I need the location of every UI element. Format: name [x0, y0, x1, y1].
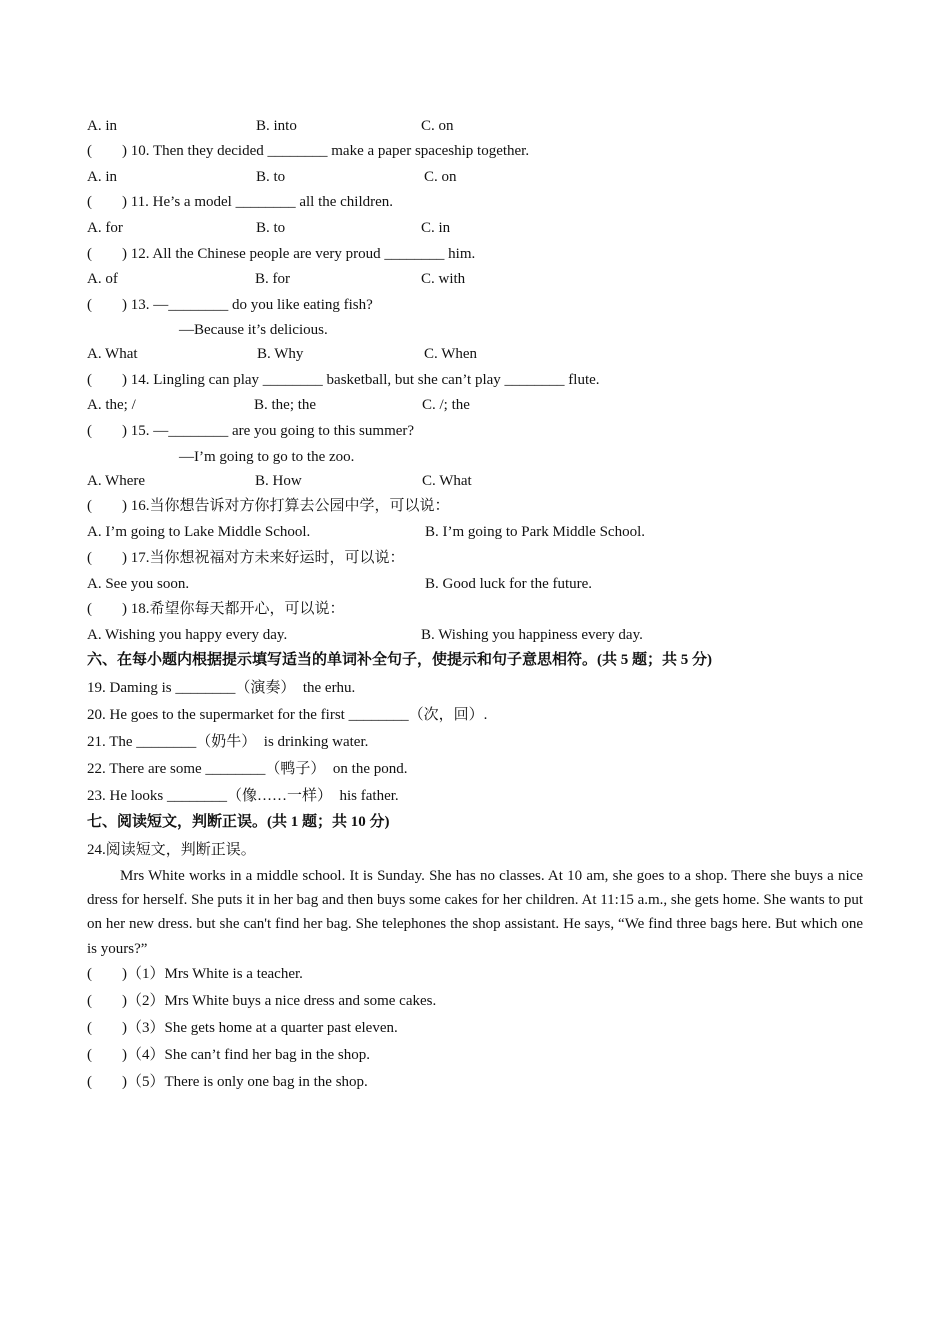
q16-stem: ( ) 16.当你想告诉对方你打算去公园中学，可以说： — [87, 498, 450, 514]
q21: 21. The ________（奶牛） is drinking water. — [87, 734, 369, 750]
reading-passage: Mrs White works in a middle school. It is Sunday. She has no classes. At 10 am, she goes to a shop. There she buys a nice dress for herself. She puts it in her bag and then buys some cakes for her children. At 11:15 a.m., she gets home. She wants to put on her new dress. but she can't find her bag. She telephones the shop assistant. He says, “We find three bags here. But which one is yours?” — [87, 868, 863, 957]
q12-stem: ( ) 12. All the Chinese people are very proud ________ him. — [87, 246, 476, 262]
q10-option-c: C. on — [424, 169, 457, 185]
q15-option-a: A. Where — [87, 473, 146, 489]
q9-option-b: B. into — [256, 118, 297, 134]
q24-item-2: ( )（2）Mrs White buys a nice dress and some cakes. — [87, 993, 437, 1009]
q13-option-b: B. Why — [257, 346, 304, 362]
section7-heading: 七、阅读短文，判断正误。(共 1 题；共 10 分) — [87, 814, 390, 830]
q24-item-5: ( )（5）There is only one bag in the shop. — [87, 1074, 368, 1090]
q10-stem: ( ) 10. Then they decided ________ make a paper spaceship together. — [87, 143, 530, 159]
q18-stem: ( ) 18.希望你每天都开心，可以说： — [87, 601, 345, 617]
q9-option-c: C. on — [421, 118, 454, 134]
q11-option-c: C. in — [421, 220, 451, 236]
q11-option-a: A. for — [87, 220, 123, 236]
q14-stem: ( ) 14. Lingling can play ________ basketball, but she can’t play ________ flute. — [87, 372, 600, 388]
q14-option-a: A. the; / — [87, 397, 136, 413]
q18-option-a: A. Wishing you happy every day. — [87, 627, 288, 643]
q17-option-a: A. See you soon. — [87, 576, 190, 592]
q22: 22. There are some ________（鸭子） on the pond. — [87, 761, 408, 777]
q20: 20. He goes to the supermarket for the first ________（次，回）. — [87, 707, 488, 723]
section6-heading: 六、在每小题内根据提示填写适当的单词补全句子，使提示和句子意思相符。(共 5 题；共 5 分) — [87, 652, 712, 668]
q15-option-b: B. How — [255, 473, 302, 489]
q13-option-c: C. When — [424, 346, 478, 362]
q16-option-a: A. I’m going to Lake Middle School. — [87, 524, 311, 540]
q12-option-c: C. with — [421, 271, 466, 287]
q13-stem: ( ) 13. —________ do you like eating fish? — [87, 297, 373, 313]
q12-option-a: A. of — [87, 271, 118, 287]
q15-response: —I’m going to go to the zoo. — [179, 449, 355, 465]
q16-option-b: B. I’m going to Park Middle School. — [425, 524, 645, 540]
q17-option-b: B. Good luck for the future. — [425, 576, 593, 592]
q19: 19. Daming is ________（演奏） the erhu. — [87, 680, 356, 696]
q24-instruction: 24.阅读短文，判断正误。 — [87, 842, 256, 858]
q9-option-a: A. in — [87, 118, 117, 134]
q24-item-1: ( )（1）Mrs White is a teacher. — [87, 966, 303, 982]
q13-option-a: A. What — [87, 346, 138, 362]
q17-stem: ( ) 17.当你想祝福对方未来好运时，可以说： — [87, 550, 405, 566]
q15-stem: ( ) 15. —________ are you going to this summer? — [87, 423, 415, 439]
q14-option-b: B. the; the — [254, 397, 317, 413]
q23: 23. He looks ________（像……一样） his father. — [87, 788, 399, 804]
q24-item-4: ( )（4）She can’t find her bag in the shop. — [87, 1047, 371, 1063]
q15-option-c: C. What — [422, 473, 472, 489]
q11-option-b: B. to — [256, 220, 286, 236]
q11-stem: ( ) 11. He’s a model ________ all the children. — [87, 194, 394, 210]
q12-option-b: B. for — [255, 271, 290, 287]
q13-response: —Because it’s delicious. — [179, 322, 328, 338]
q14-option-c: C. /; the — [422, 397, 470, 413]
q10-option-b: B. to — [256, 169, 286, 185]
q10-option-a: A. in — [87, 169, 117, 185]
q18-option-b: B. Wishing you happiness every day. — [421, 627, 643, 643]
q24-item-3: ( )（3）She gets home at a quarter past eleven. — [87, 1020, 398, 1036]
